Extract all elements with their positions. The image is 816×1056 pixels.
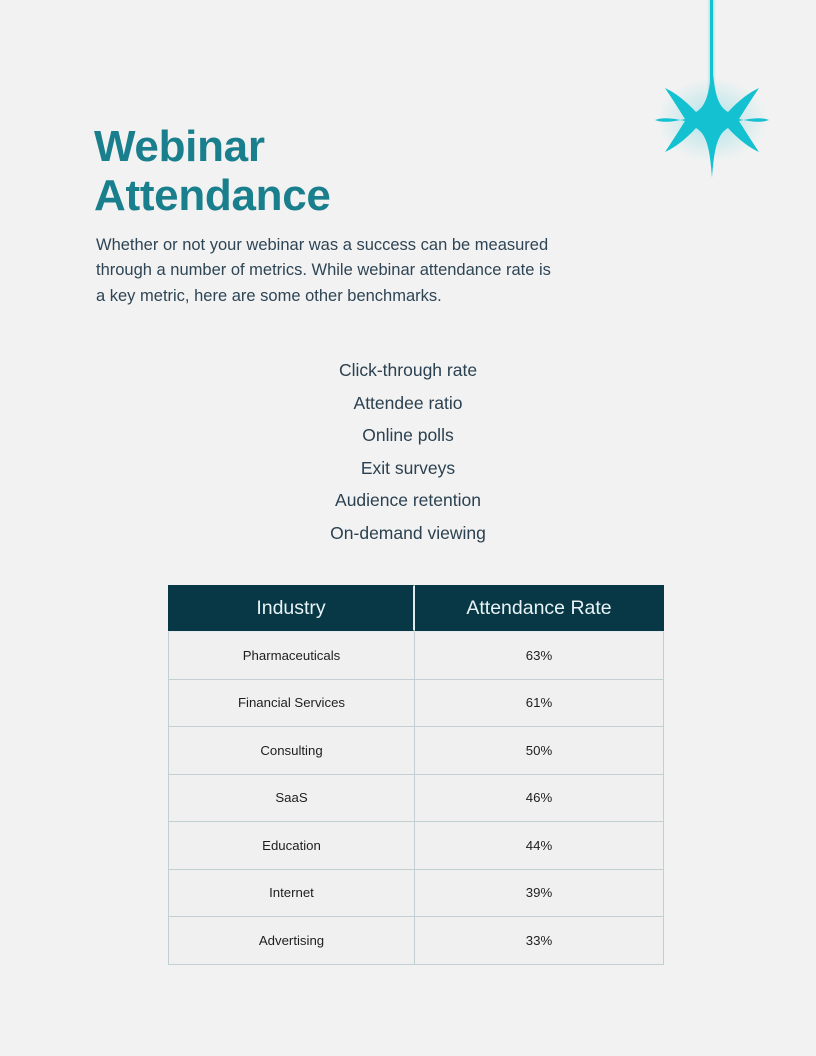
list-item: Audience retention xyxy=(335,490,481,511)
table-header xyxy=(168,585,664,631)
table-row xyxy=(168,822,664,870)
metric-list xyxy=(108,354,708,550)
column-header-industry: Industry xyxy=(168,585,415,631)
list-item: Exit surveys xyxy=(360,457,456,478)
four-point-sparkle-icon xyxy=(655,60,770,180)
vertical-line-icon xyxy=(710,0,713,122)
cell-attendance-rate: 63% xyxy=(415,631,664,680)
column-header-attendance-rate: Attendance Rate xyxy=(415,585,664,631)
table-row xyxy=(168,680,664,728)
table-row xyxy=(168,631,664,680)
page-title xyxy=(94,122,524,220)
list-item: Click-through rate xyxy=(338,360,478,380)
cell-industry: Consulting xyxy=(168,727,415,775)
cell-industry: Internet xyxy=(168,870,415,918)
cell-industry: SaaS xyxy=(168,775,415,823)
table-body xyxy=(168,631,664,965)
attendance-table xyxy=(168,585,664,965)
sparkle-decoration xyxy=(655,0,770,180)
cell-attendance-rate: 44% xyxy=(415,822,664,870)
table-row xyxy=(168,917,664,965)
attendance-table-wrapper xyxy=(168,585,664,965)
page-title-line-2: Attendance xyxy=(94,171,331,221)
cell-industry: Financial Services xyxy=(168,680,415,728)
list-item: Attendee ratio xyxy=(353,392,463,413)
list-item: On-demand viewing xyxy=(330,522,486,543)
cell-attendance-rate: 61% xyxy=(415,680,664,728)
intro-paragraph: Whether or not your webinar was a success can be measured through a number of metrics. While webinar attendance rate is a key metric, here are some other benchmarks. xyxy=(96,235,551,306)
table-row xyxy=(168,775,664,823)
table-header-row xyxy=(168,585,664,631)
cell-attendance-rate: 39% xyxy=(415,870,664,918)
cell-industry: Education xyxy=(168,822,415,870)
list-item: Online polls xyxy=(362,425,454,446)
cell-attendance-rate: 46% xyxy=(415,775,664,823)
cell-industry: Advertising xyxy=(168,917,415,965)
table-row xyxy=(168,727,664,775)
page-title-line-1: Webinar xyxy=(94,122,265,172)
cell-attendance-rate: 33% xyxy=(415,917,664,965)
table-row xyxy=(168,870,664,918)
cell-attendance-rate: 50% xyxy=(415,727,664,775)
cell-industry: Pharmaceuticals xyxy=(168,631,415,680)
